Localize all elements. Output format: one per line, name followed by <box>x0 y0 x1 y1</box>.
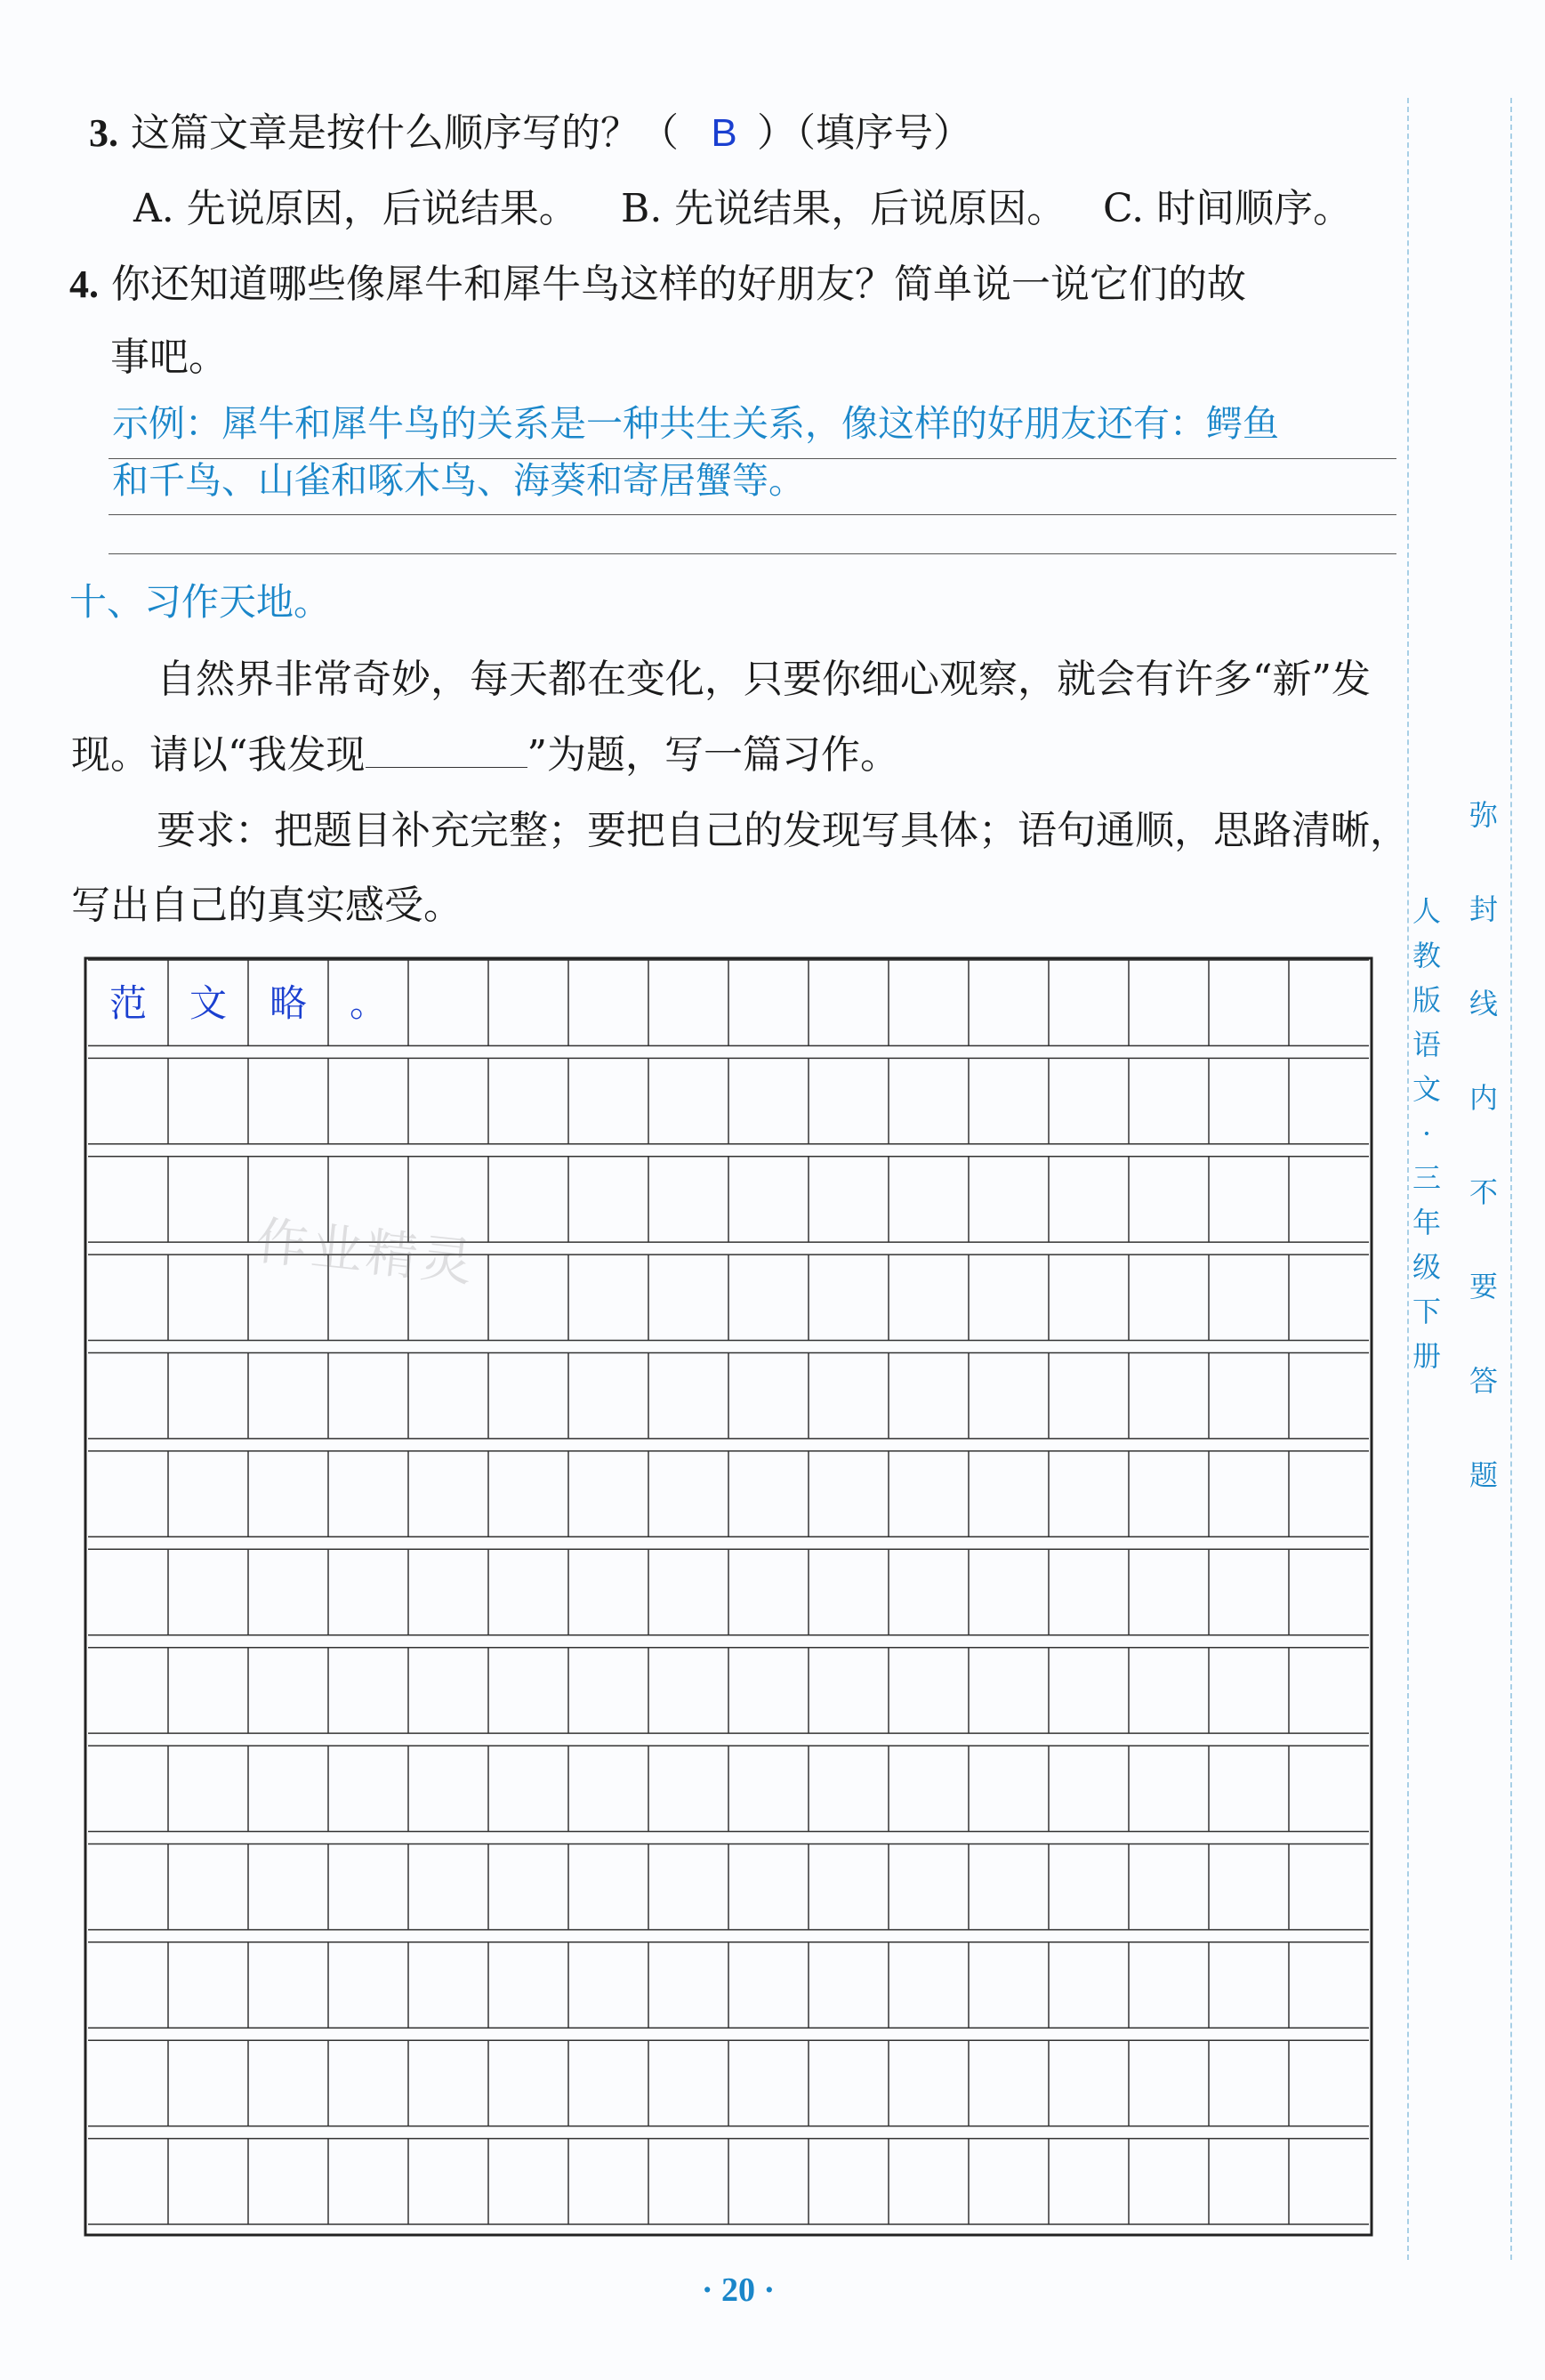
sidebar-inner-char: · <box>1421 1117 1432 1150</box>
section10-para1-line1: 自然界非常奇妙，每天都在变化，只要你细心观察，就会有许多“新”发 <box>157 657 1371 702</box>
sidebar-edition <box>1412 894 1442 1373</box>
page-number: · 20 · <box>701 2271 776 2309</box>
sidebar-outer-char: 线 <box>1469 987 1499 1021</box>
sidebar-outer-char: 内 <box>1469 1081 1499 1115</box>
sidebar-outer-char: 要 <box>1469 1270 1499 1303</box>
sidebar-inner-char: 下 <box>1412 1295 1442 1328</box>
q3-number: 3. <box>89 111 118 155</box>
sidebar-outer-char: 封 <box>1469 892 1499 926</box>
sidebar-outer-char: 答 <box>1469 1364 1499 1398</box>
sidebar-binding-notice <box>1469 798 1499 1492</box>
q3-paren-close: ） <box>757 110 796 156</box>
watermark: 作业精灵 <box>253 1210 479 1294</box>
q4-text-1: 你还知道哪些像犀牛和犀牛鸟这样的好朋友？简单说一说它们的故 <box>111 262 1246 307</box>
sidebar-inner-char: 教 <box>1412 939 1442 972</box>
section10-para1-line2-a: 现。请以“我发现 <box>71 732 366 778</box>
sidebar-outer-char: 不 <box>1469 1175 1499 1209</box>
q3-option-b: B. 先说结果，后说原因。 <box>621 186 1066 231</box>
sidebar-dash-right <box>1510 98 1512 2260</box>
sidebar-inner-char: 人 <box>1412 894 1442 928</box>
grid-char: 范 <box>109 981 148 1026</box>
section10-para2-line1: 要求：把题目补充完整；要把自己的发现写具体；语句通顺，思路清晰， <box>157 808 1409 853</box>
q3-suffix: （填序号） <box>796 110 972 156</box>
q3-answer: B <box>711 111 737 155</box>
q3-option-c: C. 时间顺序。 <box>1103 186 1353 231</box>
sidebar-inner-char: 版 <box>1412 983 1442 1017</box>
sidebar-inner-char: 文 <box>1412 1072 1442 1106</box>
q4-text-2: 事吧。 <box>110 335 228 380</box>
sidebar-outer-char: 弥 <box>1469 798 1499 832</box>
grid-char: 文 <box>189 981 228 1026</box>
q3-option-a: A. 先说原因，后说结果。 <box>133 186 578 231</box>
q4-answer-1: 示例：犀牛和犀牛鸟的关系是一种共生关系，像这样的好朋友还有：鳄鱼 <box>112 402 1279 445</box>
section10-heading: 十、习作天地。 <box>69 580 332 624</box>
sidebar-dash-left <box>1407 98 1409 2260</box>
sidebar-outer-char: 题 <box>1469 1458 1499 1492</box>
sidebar-inner-char: 级 <box>1412 1250 1442 1284</box>
q3-text: 这篇文章是按什么顺序写的？ <box>131 110 640 156</box>
sidebar-inner-char: 年 <box>1412 1206 1442 1239</box>
section10-para1-line2-b: ”为题，写一篇习作。 <box>527 732 899 778</box>
sidebar-inner-char: 语 <box>1412 1028 1442 1061</box>
q4-number: 4. <box>69 262 99 306</box>
grid-char: 略 <box>269 981 308 1026</box>
section10-para2-line2: 写出自己的真实感受。 <box>71 883 463 928</box>
q4-answer-2: 和千鸟、山雀和啄木鸟、海葵和寄居蟹等。 <box>112 459 805 502</box>
sidebar-inner-char: 册 <box>1412 1339 1442 1373</box>
q3-paren-open: （ <box>640 110 679 156</box>
sidebar-inner-char: 三 <box>1412 1161 1442 1195</box>
grid-char: 。 <box>349 981 388 1026</box>
